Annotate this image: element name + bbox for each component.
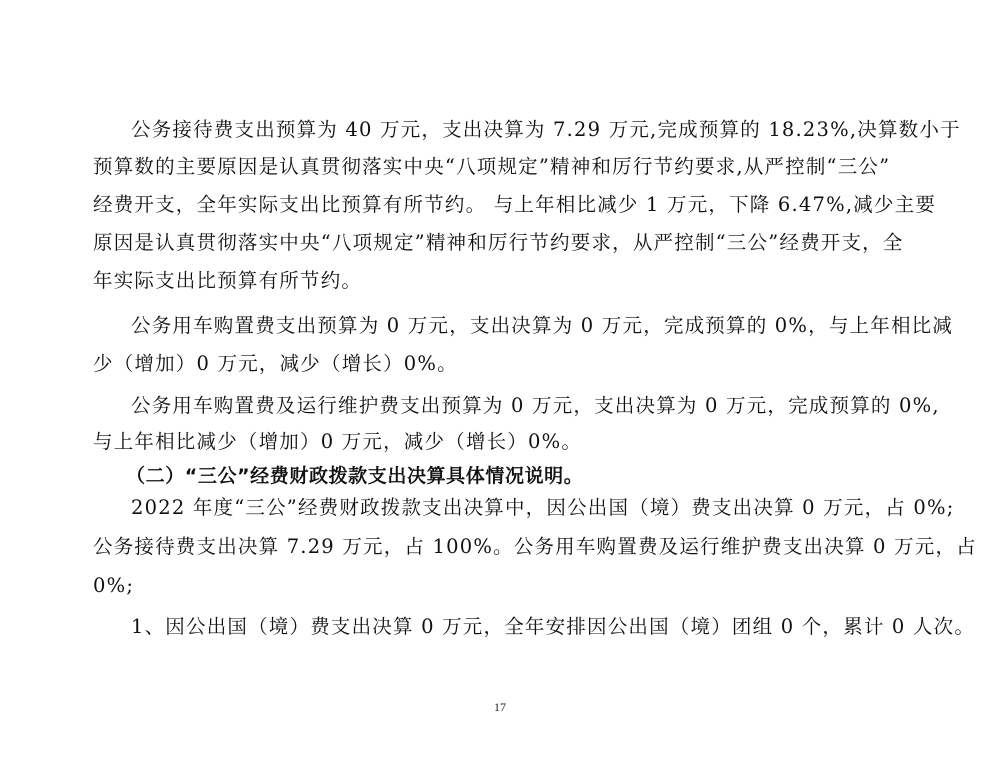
paragraph-overseas-line-1: 1、因公出国（境）费支出决算 0 万元，全年安排因公出国（境）团组 0 个，累计 0 人次。: [131, 615, 976, 638]
paragraph-reception-line-1: 公务接待费支出预算为 40 万元，支出决算为 7.29 万元,完成预算的 18.23%,决算数小于: [131, 118, 961, 141]
paragraph-vehicle-purchase-line-1: 公务用车购置费支出预算为 0 万元，支出决算为 0 万元，完成预算的 0%，与上年相比减: [131, 314, 954, 337]
section-heading: （二）“三公”经费财政拨款支出决算具体情况说明。: [126, 465, 584, 487]
paragraph-vehicle-operation-line-2: 与上年相比减少（增加）0 万元，减少（增长）0%。: [93, 430, 583, 453]
paragraph-reception-line-2: 预算数的主要原因是认真贯彻落实中央“八项规定”精神和厉行节约要求,从严控制“三公”: [93, 155, 891, 178]
paragraph-vehicle-purchase-line-2: 少（增加）0 万元，减少（增长）0%。: [93, 352, 458, 375]
paragraph-summary-line-3: 0%;: [93, 574, 135, 597]
paragraph-summary-line-2: 公务接待费支出决算 7.29 万元，占 100%。公务用车购置费及运行维护费支出决算 0 万元，占: [93, 535, 977, 558]
paragraph-vehicle-operation-line-1: 公务用车购置费及运行维护费支出预算为 0 万元，支出决算为 0 万元，完成预算的 0%,: [131, 394, 940, 417]
page-number: 17: [494, 700, 506, 714]
paragraph-summary-line-1: 2022 年度“三公”经费财政拨款支出决算中，因公出国（境）费支出决算 0 万元，占 0%;: [131, 496, 955, 519]
paragraph-reception-line-3: 经费开支，全年实际支出比预算有所节约。 与上年相比减少 1 万元，下降 6.47%,减少主要: [93, 193, 937, 216]
paragraph-reception-line-4: 原因是认真贯彻落实中央“八项规定”精神和厉行节约要求，从严控制“三公”经费开支，全: [93, 231, 904, 254]
paragraph-reception-line-5: 年实际支出比预算有所节约。: [93, 269, 363, 292]
